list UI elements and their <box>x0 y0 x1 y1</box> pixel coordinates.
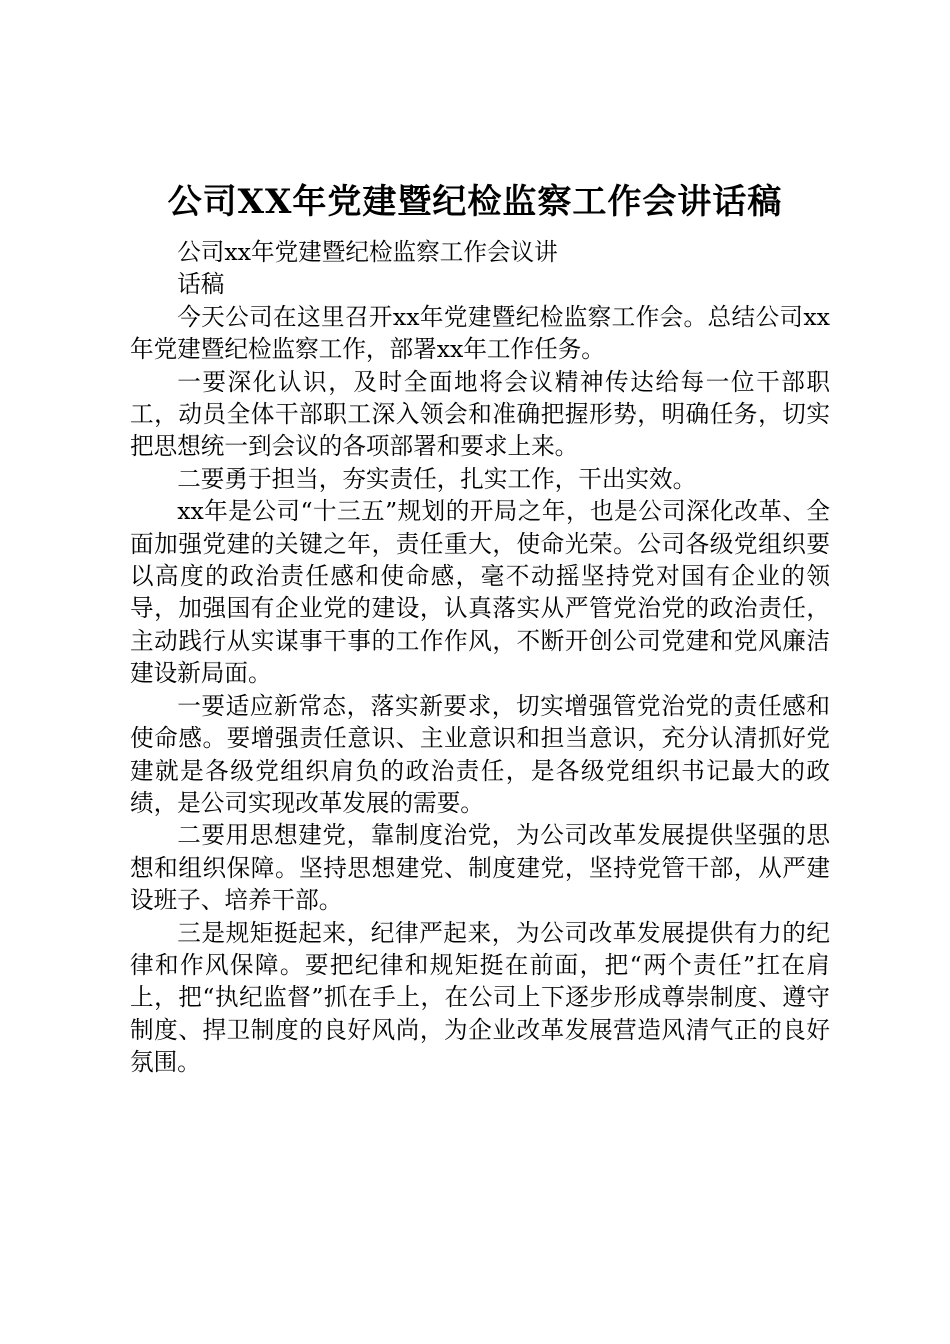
paragraph-context: xx年是公司“十三五”规划的开局之年，也是公司深化改革、全面加强党建的关键之年，责任重大，使命光荣。公司各级党组织要以高度的政治责任感和使命感，毫不动摇坚持党对国有企业的领导，加强国有企业党的建设，认真落实从严管党治党的政治责任，主动践行从实谋事干事的工作作风，不断开创公司党建和党风廉洁建设新局面。 <box>130 497 830 688</box>
paragraph-requirement-2: 二要用思想建党，靠制度治党，为公司改革发展提供坚强的思想和组织保障。坚持思想建党、制度建党，坚持党管干部，从严建设班子、培养干部。 <box>130 821 830 915</box>
document-title: 公司XX年党建暨纪检监察工作会讲话稿 <box>167 182 783 222</box>
paragraph-requirement-1: 一要适应新常态，落实新要求，切实增强管党治党的责任感和使命感。要增强责任意识、主业意识和担当意识，充分认清抓好党建就是各级党组织肩负的政治责任，是各级党组织书记最大的政绩，是公司实现改革发展的需要。 <box>130 691 830 817</box>
document-body <box>130 236 830 1079</box>
paragraph-opening: 今天公司在这里召开xx年党建暨纪检监察工作会。总结公司xx年党建暨纪检监察工作，部署xx年工作任务。 <box>130 302 830 364</box>
paragraph-point-1: 一要深化认识，及时全面地将会议精神传达给每一位干部职工，动员全体干部职工深入领会和准确把握形势，明确任务，切实把思想统一到会议的各项部署和要求上来。 <box>130 367 830 461</box>
paragraph-subtitle-line-2: 话稿 <box>177 270 225 299</box>
paragraph-subtitle-line-1: 公司xx年党建暨纪检监察工作会议讲 <box>177 238 558 266</box>
paragraph-requirement-3: 三是规矩挺起来，纪律严起来，为公司改革发展提供有力的纪律和作风保障。要把纪律和规矩挺在前面，把“两个责任”扛在肩上，把“执纪监督”抓在手上，在公司上下逐步形成尊崇制度、遵守制度、捍卫制度的良好风尚，为企业改革发展营造风清气正的良好氛围。 <box>130 918 830 1077</box>
paragraph-point-2: 二要勇于担当，夯实责任，扎实工作，干出实效。 <box>177 464 697 493</box>
